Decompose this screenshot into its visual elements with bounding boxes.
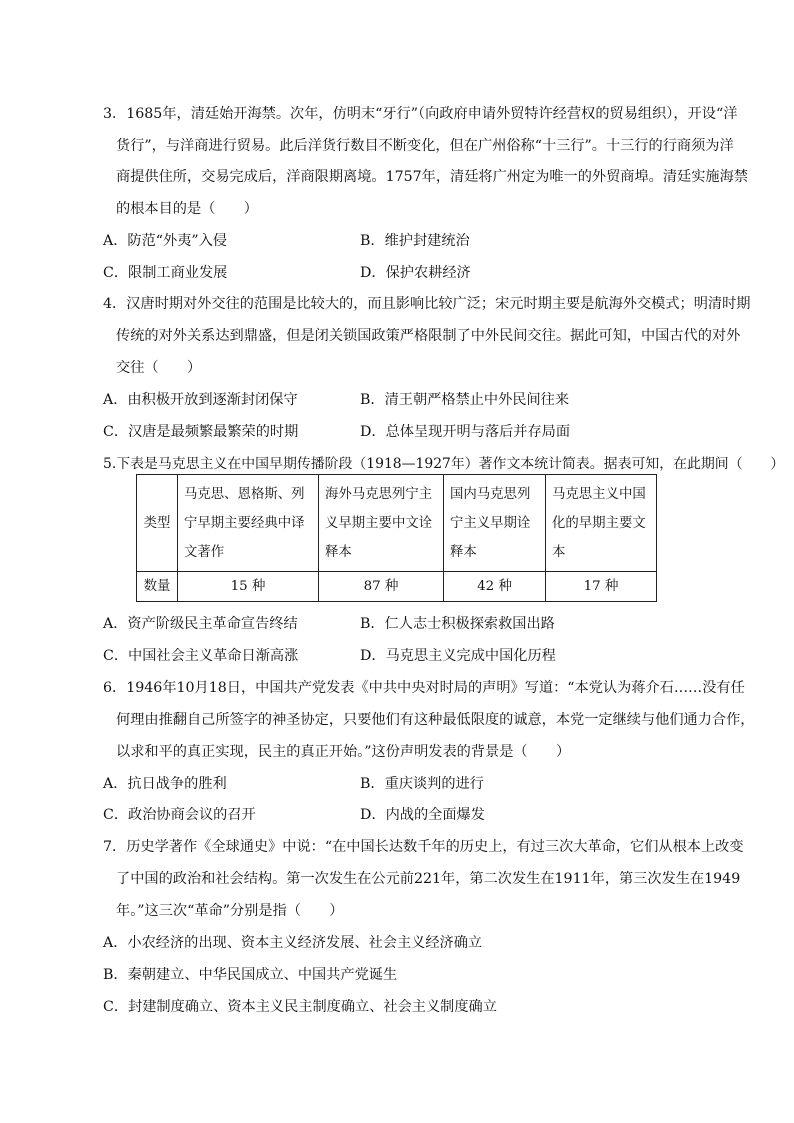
question-stem-line: 6．1946年10月18日，中国共产党发表《中共中央对时局的声明》写道：“本党认为蒋介石……没有任 (103, 680, 745, 696)
option-d[interactable]: D．总体呈现开明与落后并存局面 (360, 424, 571, 440)
header-text: 马克思主义中国 (552, 486, 646, 502)
option-b[interactable]: B．秦朝建立、中华民国成立、中国共产党诞生 (103, 967, 398, 983)
question-stem-line: 商提供住所，交易完成后，洋商限期离境。1757年，清廷将广州定为唯一的外贸商埠。清廷实施海禁 (116, 169, 748, 185)
option-a[interactable]: A．资产阶级民主革命宣告终结 (103, 616, 298, 632)
option-c[interactable]: C．政治协商会议的召开 (103, 807, 256, 823)
question-stem-line: 年。”这三次“革命”分别是指（ ） (116, 903, 344, 919)
header-text: 义早期主要中文诠 (325, 515, 433, 531)
option-a[interactable]: A．防范“外夷”入侵 (103, 233, 228, 249)
table-cell: 15 种 (178, 572, 319, 602)
question-stem-line: 传统的对外关系达到鼎盛，但是闭关锁国政策严格限制了中外民间交往。据此可知，中国古代的对外 (116, 328, 741, 344)
option-d[interactable]: D．内战的全面爆发 (360, 807, 485, 823)
option-a[interactable]: A．小农经济的出现、资本主义经济发展、社会主义经济确立 (103, 935, 483, 951)
table-row (137, 572, 657, 602)
question-stem-line: 3．1685年，清廷始开海禁。次年，仿明末“牙行”（向政府申请外贸特许经营权的贸易组织），开设“洋 (103, 106, 738, 122)
question-stem-line: 货行”，与洋商进行贸易。此后洋货行数目不断变化，但在广州俗称“十三行”。十三行的行商须为洋 (116, 138, 734, 154)
option-d[interactable]: D．马克思主义完成中国化历程 (360, 648, 556, 664)
table-header-cell (319, 475, 444, 572)
option-a[interactable]: A．抗日战争的胜利 (103, 776, 227, 792)
table-cell: 17 种 (546, 572, 657, 602)
header-text: 海外马克思列宁主 (325, 486, 433, 502)
question-stem-line: 5.下表是马克思主义在中国早期传播阶段（1918—1927年）著作文本统计简表。据表可知，在此期间（ ） (103, 456, 785, 472)
table-header-cell (178, 475, 319, 572)
table-cell: 87 种 (319, 572, 444, 602)
table-header-cell (546, 475, 657, 572)
header-text: 文著作 (184, 544, 225, 560)
header-text: 释本 (325, 544, 352, 560)
question-stem-line: 的根本目的是（ ） (116, 201, 258, 217)
option-b[interactable]: B．仁人志士积极探索救国出路 (360, 616, 555, 632)
header-text: 宁主义早期诠 (450, 515, 531, 531)
question-stem-line: 交往（ ） (116, 360, 202, 376)
question-stem-line: 了中国的政治和社会结构。第一次发生在公元前221年，第二次发生在1911年，第三次发生在1949 (116, 871, 741, 887)
header-text: 释本 (450, 544, 477, 560)
header-text: 化的早期主要文 (552, 515, 646, 531)
option-b[interactable]: B．维护封建统治 (360, 233, 470, 249)
option-a[interactable]: A．由积极开放到逐渐封闭保守 (103, 392, 298, 408)
row-label-count: 数量 (137, 572, 178, 602)
header-text: 宁早期主要经典中译 (184, 515, 305, 531)
header-text: 本 (552, 544, 566, 560)
option-b[interactable]: B．重庆谈判的进行 (360, 776, 484, 792)
option-c[interactable]: C．限制工商业发展 (103, 265, 228, 281)
option-b[interactable]: B．清王朝严格禁止中外民间往来 (360, 392, 570, 408)
question-stem-line: 4．汉唐时期对外交往的范围是比较大的，而且影响比较广泛；宋元时期主要是航海外交模式；明清时期 (103, 296, 751, 312)
question-stem-line: 何理由推翻自己所签字的神圣协定，只要他们有这种最低限度的诚意，本党一定继续与他们通力合作， (116, 712, 755, 728)
table-row (137, 475, 657, 572)
table-header-cell (444, 475, 546, 572)
option-d[interactable]: D．保护农耕经济 (360, 265, 471, 281)
header-text: 国内马克思列 (450, 486, 531, 502)
row-label-type: 类型 (137, 475, 178, 572)
option-c[interactable]: C．汉唐是最频繁最繁荣的时期 (103, 424, 299, 440)
option-c[interactable]: C．中国社会主义革命日渐高涨 (103, 648, 299, 664)
question-stem-line: 以求和平的真正实现，民主的真正开始。”这份声明发表的背景是（ ） (116, 744, 571, 760)
header-text: 马克思、恩格斯、列 (184, 486, 305, 502)
table-cell: 42 种 (444, 572, 546, 602)
option-c[interactable]: C．封建制度确立、资本主义民主制度确立、社会主义制度确立 (103, 999, 497, 1015)
statistics-table (136, 474, 657, 602)
question-stem-line: 7．历史学著作《全球通史》中说：“在中国长达数千年的历史上，有过三次大革命，它们从根本上改变 (103, 839, 744, 855)
